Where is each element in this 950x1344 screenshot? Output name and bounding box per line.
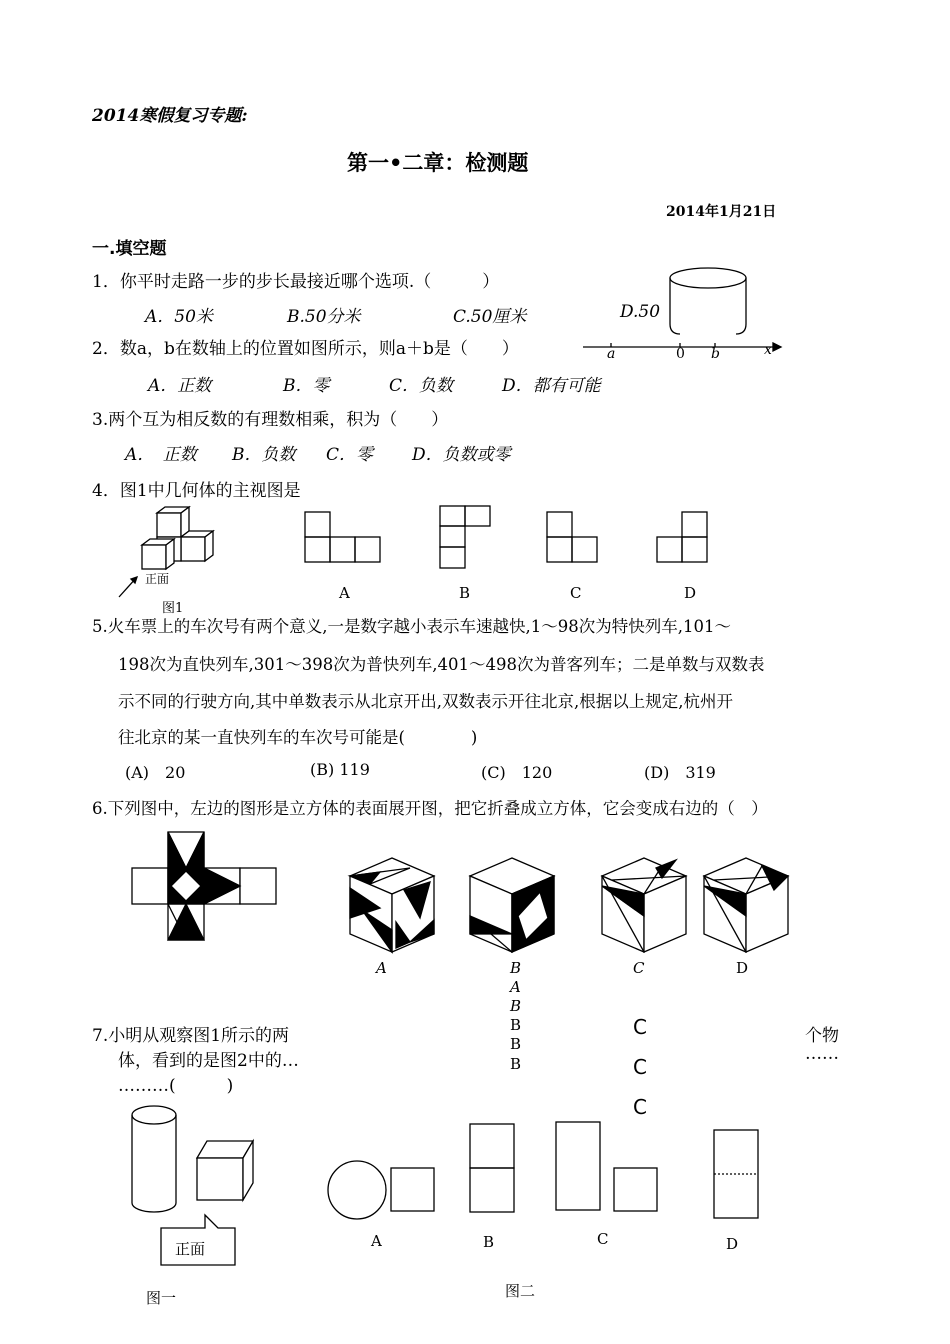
q6-option-b-cube bbox=[470, 858, 560, 958]
q7-label-a: A bbox=[371, 1232, 382, 1250]
stray-letter: C bbox=[633, 1015, 647, 1039]
q7-line-1: 7.小明从观察图1所示的两 bbox=[92, 1026, 290, 1046]
q5-option-d: (D) 319 bbox=[644, 763, 716, 782]
q6-stem: 6.下列图中，左边的图形是立方体的表面展开图，把它折叠成立方体，它会变成右边的（ ） bbox=[92, 799, 768, 818]
q7-option-a-view bbox=[327, 1160, 442, 1225]
q7-option-c-view bbox=[556, 1122, 666, 1217]
q1-option-d: D.50 bbox=[620, 302, 661, 322]
q6-label-a: A bbox=[376, 959, 387, 977]
stray-letter: C bbox=[633, 1055, 647, 1079]
q6-label-d: D bbox=[736, 959, 749, 977]
q6-label-b: B bbox=[510, 959, 522, 977]
q7-right-1: 个物 bbox=[805, 1026, 839, 1046]
q5-line-3: 示不同的行驶方向,其中单数表示从北京开出,双数表示开往北京,根据以上规定,杭州开 bbox=[118, 692, 733, 711]
axis-label-b: b bbox=[711, 346, 720, 362]
q3-option-c: C．零 bbox=[326, 445, 374, 465]
q1-stem: 1．你平时走路一步的步长最接近哪个选项.（ ） bbox=[92, 272, 500, 292]
q7-label-c: C bbox=[597, 1230, 609, 1248]
cylinder-figure bbox=[668, 264, 758, 339]
stray-letter: A bbox=[510, 978, 521, 996]
q5-option-c: (C) 120 bbox=[481, 763, 553, 782]
section-title: 一.填空题 bbox=[92, 239, 167, 259]
q1-option-b: B.50分米 bbox=[287, 307, 361, 327]
q4-figure-caption: 图1 bbox=[162, 601, 184, 616]
q5-line-4: 往北京的某一直快列车的车次号可能是( ) bbox=[118, 728, 478, 747]
q7-front-label: 正面 bbox=[175, 1240, 206, 1258]
q7-fig2-caption: 图二 bbox=[505, 1282, 536, 1300]
q4-label-a: A bbox=[339, 584, 350, 602]
q4-option-a-view bbox=[305, 512, 385, 567]
q4-option-d-view bbox=[657, 512, 712, 567]
q4-option-c-view bbox=[547, 512, 602, 567]
q4-label-b: B bbox=[459, 584, 471, 602]
q4-label-c: C bbox=[570, 584, 582, 602]
stray-letter: C bbox=[633, 1095, 647, 1119]
q2-stem: 2．数a，b在数轴上的位置如图所示，则a＋b是（ ） bbox=[92, 339, 519, 359]
q6-option-c-cube bbox=[602, 858, 692, 958]
q4-stem: 4．图1中几何体的主视图是 bbox=[92, 481, 301, 501]
q1-option-a: A．50米 bbox=[145, 307, 213, 327]
date: 2014年1月21日 bbox=[666, 204, 777, 220]
stray-letter: B bbox=[510, 997, 522, 1015]
q7-line-2: 体，看到的是图2中的… bbox=[118, 1051, 299, 1071]
q7-fig1-caption: 图一 bbox=[146, 1289, 177, 1307]
q3-option-d: D．负数或零 bbox=[412, 445, 511, 465]
cube-net-figure bbox=[132, 830, 282, 945]
q2-option-b: B．零 bbox=[283, 376, 330, 396]
q5-line-2: 198次为直快列车,301～398次为普快列车,401～498次为普客列车；二是单数与双数表 bbox=[118, 655, 765, 674]
q3-stem: 3.两个互为相反数的有理数相乘，积为（ ） bbox=[92, 410, 449, 430]
q7-option-d-view bbox=[714, 1130, 764, 1225]
stray-letter: B bbox=[510, 1055, 522, 1073]
q2-option-d: D．都有可能 bbox=[502, 376, 601, 396]
q4-option-b-view bbox=[440, 506, 495, 566]
q5-option-b: (B) 119 bbox=[310, 760, 370, 779]
cube-stack-figure bbox=[117, 505, 227, 595]
stray-letter: B bbox=[510, 1016, 522, 1034]
page-title: 第一•二章：检测题 bbox=[347, 151, 529, 175]
q5-line-1: 5.火车票上的车次号有两个意义,一是数字越小表示车速越快,1～98次为特快列车,101～ bbox=[92, 617, 731, 636]
q3-option-b: B．负数 bbox=[232, 445, 296, 465]
subject-heading: 2014寒假复习专题: bbox=[92, 106, 248, 126]
cylinder-and-cube-figure bbox=[130, 1103, 290, 1273]
q1-option-c: C.50厘米 bbox=[453, 307, 527, 327]
q5-option-a: (A) 20 bbox=[125, 763, 186, 782]
q4-front-label: 正面 bbox=[145, 572, 170, 586]
axis-label-x: x bbox=[764, 342, 772, 358]
q7-label-d: D bbox=[726, 1235, 739, 1253]
q7-line-3: ………( ) bbox=[118, 1076, 234, 1096]
q6-option-a-cube bbox=[350, 858, 440, 958]
q2-option-c: C．负数 bbox=[389, 376, 454, 396]
q6-option-d-cube bbox=[704, 858, 794, 958]
stray-letter: B bbox=[510, 1035, 522, 1053]
q6-label-c: C bbox=[633, 959, 645, 977]
q2-option-a: A．正数 bbox=[148, 376, 212, 396]
axis-label-a: a bbox=[607, 346, 616, 362]
q7-option-b-view bbox=[470, 1124, 520, 1219]
q3-option-a: A． 正数 bbox=[125, 445, 197, 465]
q7-label-b: B bbox=[483, 1233, 495, 1251]
q7-right-2: …… bbox=[805, 1044, 839, 1064]
axis-label-zero: 0 bbox=[676, 346, 685, 362]
q4-label-d: D bbox=[684, 584, 697, 602]
